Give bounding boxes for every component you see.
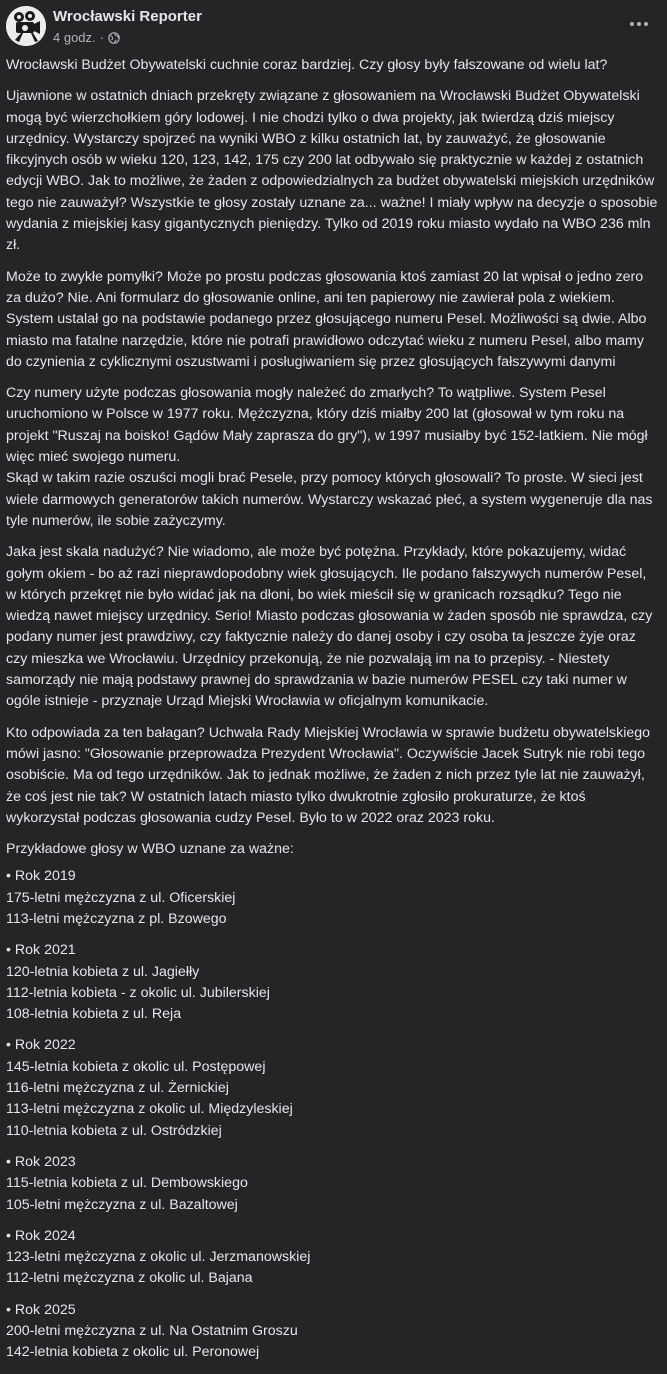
- vote-entry: 112-letni mężczyzna z okolic ul. Bajana: [6, 1270, 253, 1287]
- post-headline: Wrocławski Budżet Obywatelski cuchnie coraz bardziej. Czy głosy były fałszowane od wielu lat?: [6, 57, 608, 73]
- vote-entry: 123-letni mężczyzna z okolic ul. Jerzmanowskiej: [6, 1249, 311, 1266]
- year-block-2025: [6, 1300, 658, 1364]
- vote-entry: 110-letnia kobieta z ul. Ostródzkiej: [6, 1122, 222, 1139]
- post-body: [6, 55, 658, 1374]
- vote-entry: 108-letnia kobieta z ul. Reja: [6, 1006, 182, 1023]
- post-header: [0, 0, 667, 52]
- post-author-name[interactable]: Wrocławski Reporter: [53, 8, 202, 25]
- reporter-camera-logo-icon: [6, 6, 46, 46]
- vote-entry: 113-letni mężczyzna z pl. Bzowego: [6, 910, 227, 927]
- year-block-2021: [6, 940, 658, 1025]
- vote-entry: 116-letni mężczyzna z ul. Żernickiej: [6, 1080, 229, 1097]
- year-label: • Rok 2025: [6, 1301, 76, 1318]
- meta-separator: ·: [99, 30, 104, 45]
- vote-entry: 113-letni mężczyzna z okolic ul. Międzyleskiej: [6, 1101, 293, 1118]
- post-paragraph: Kto odpowiada za ten bałagan? Uchwała Rady Miejskiej Wrocławia w sprawie budżetu obywatelskiego mówi jasno: "Głosowanie przeprowadza Prezydent Wrocławia". Oczywiście Jacek Sutryk nie robi tego osobiście. Ma od tego urzędników. Jak to jednak możliwe, że żaden z nich przez tyle lat nie zauważył, że coś jest nie tak? W ostatnich latach miasto tylko dwukrotnie zgłosiło prokuraturze, że ktoś wykorzystał podczas głosowania cudzy Pesel. Było to w 2022 oraz 2023 roku.: [6, 724, 651, 826]
- post-paragraph: Może to zwykłe pomyłki? Może po prostu podczas głosowania ktoś zamiast 20 lat wpisał o jedno zero za dużo? Nie. Ani formularz do głosowanie online, ani ten papierowy nie zawierał pola z wiekiem. System ustalał go na podstawie podanego przez głosującego numeru Pesel. Możliwości są dwie. Albo miasto ma fatalne narzędzie, które nie potrafi prawidłowo odczytać wieku z numeru Pesel, albo mamy do czynienia z cyklicznymi oszustwami i posługiwaniem się przez głosujących fałszywymi danymi: [6, 268, 647, 370]
- year-block-2022: [6, 1035, 658, 1141]
- vote-entry: 112-letnia kobieta - z okolic ul. Jubilerskiej: [6, 984, 270, 1001]
- vote-entry: 145-letnia kobieta z okolic ul. Postępowej: [6, 1058, 266, 1075]
- year-block-2023: [6, 1152, 658, 1216]
- more-options-button[interactable]: [625, 12, 653, 36]
- vote-entry: 120-letnia kobieta z ul. Jagiełły: [6, 963, 200, 980]
- year-label: • Rok 2019: [6, 868, 76, 885]
- post-meta: [53, 30, 120, 45]
- year-block-2024: [6, 1226, 658, 1290]
- year-block-2019: [6, 866, 658, 930]
- post-paragraph: Jaka jest skala nadużyć? Nie wiadomo, ale może być potężna. Przykłady, które pokazujemy, widać gołym okiem - bo aż razi nieprawdopodobny wiek głosujących. Ile podano fałszywych numerów Pesel, w których przekręt nie było widać jak na dłoni, bo wiek mieścił się w granicach rozsądku? Tego nie wiedzą nawet miejscy urzędnicy. Serio! Miasto podczas głosowania w żaden sposób nie sprawdza, czy podany numer jest prawdziwy, czy faktycznie należy do danej osoby i czy osoba ta jeszcze żyje oraz czy mieszka we Wrocławiu. Urzędnicy przekonują, że nie pozwalają im na to przepisy. - Niestety samorządy nie mają podstawy prawnej do sprawdzania w bazie numerów PESEL czy taki numer w ogóle istnieje - przyznaje Urząd Miejski Wrocławia w oficjalnym komunikacie.: [6, 544, 653, 710]
- year-label: • Rok 2023: [6, 1153, 76, 1170]
- year-label: • Rok 2022: [6, 1037, 76, 1054]
- post-timestamp[interactable]: 4 godz.: [53, 30, 96, 45]
- post-paragraph: Czy numery użyte podczas głosowania mogły należeć do zmarłych? To wątpliwe. System Pesel uruchomiono w Polsce w 1977 roku. Mężczyzna, który dziś miałby 200 lat (głosował w tym roku na projekt "Ruszaj na boisko! Gądów Mały zaprasza do gry"), w 1997 musiałby być 152-latkiem. Nie mógł więc mieć swojego numeru. Skąd w takim razie oszuści mogli brać Pesele, przy pomocy których głosowali? To proste. W sieci jest wiele darmowych generatorów takich numerów. Wystarczy wskazać płeć, a system wygeneruje dla nas tyle numerów, ile sobie zażyczymy.: [6, 385, 653, 529]
- year-label: • Rok 2021: [6, 942, 76, 959]
- vote-entry: 200-letni mężczyzna z ul. Na Ostatnim Groszu: [6, 1323, 298, 1340]
- vote-entry: 105-letni mężczyzna z ul. Bazaltowej: [6, 1196, 238, 1213]
- more-dots-icon: [629, 21, 649, 27]
- vote-entry: 115-letnia kobieta z ul. Dembowskiego: [6, 1175, 248, 1192]
- globe-icon[interactable]: [108, 32, 120, 44]
- post-paragraph: Ujawnione w ostatnich dniach przekręty związane z głosowaniem na Wrocławski Budżet Obywatelski mogą być wierzchołkiem góry lodowej. I nie chodzi tylko o dwa projekty, jak twierdzą dziś miejscy urzędnicy. Wystarczy spojrzeć na wyniki WBO z kilku ostatnich lat, by zauważyć, że głosowanie fikcyjnych osób w wieku 120, 123, 142, 175 czy 200 lat odbywało się praktycznie w każdej z ostatnich edycji WBO. Jak to możliwe, że żaden z odpowiedzialnych za budżet obywatelski miejskich urzędników tego nie zauważył? Wszystkie te głosy zostały uznane za... ważne! I miały wpływ na decyzje o sposobie wydania z miejskiej kasy gigantycznych pieniędzy. Tylko od 2019 roku miasto wydało na WBO 236 mln zł.: [6, 88, 658, 254]
- vote-entry: 175-letni mężczyzna z ul. Oficerskiej: [6, 889, 236, 906]
- vote-entry: 142-letnia kobieta z okolic ul. Peronowej: [6, 1344, 260, 1361]
- examples-intro: Przykładowe głosy w WBO uznane za ważne:: [6, 841, 294, 858]
- year-label: • Rok 2024: [6, 1227, 76, 1244]
- avatar[interactable]: [6, 6, 46, 46]
